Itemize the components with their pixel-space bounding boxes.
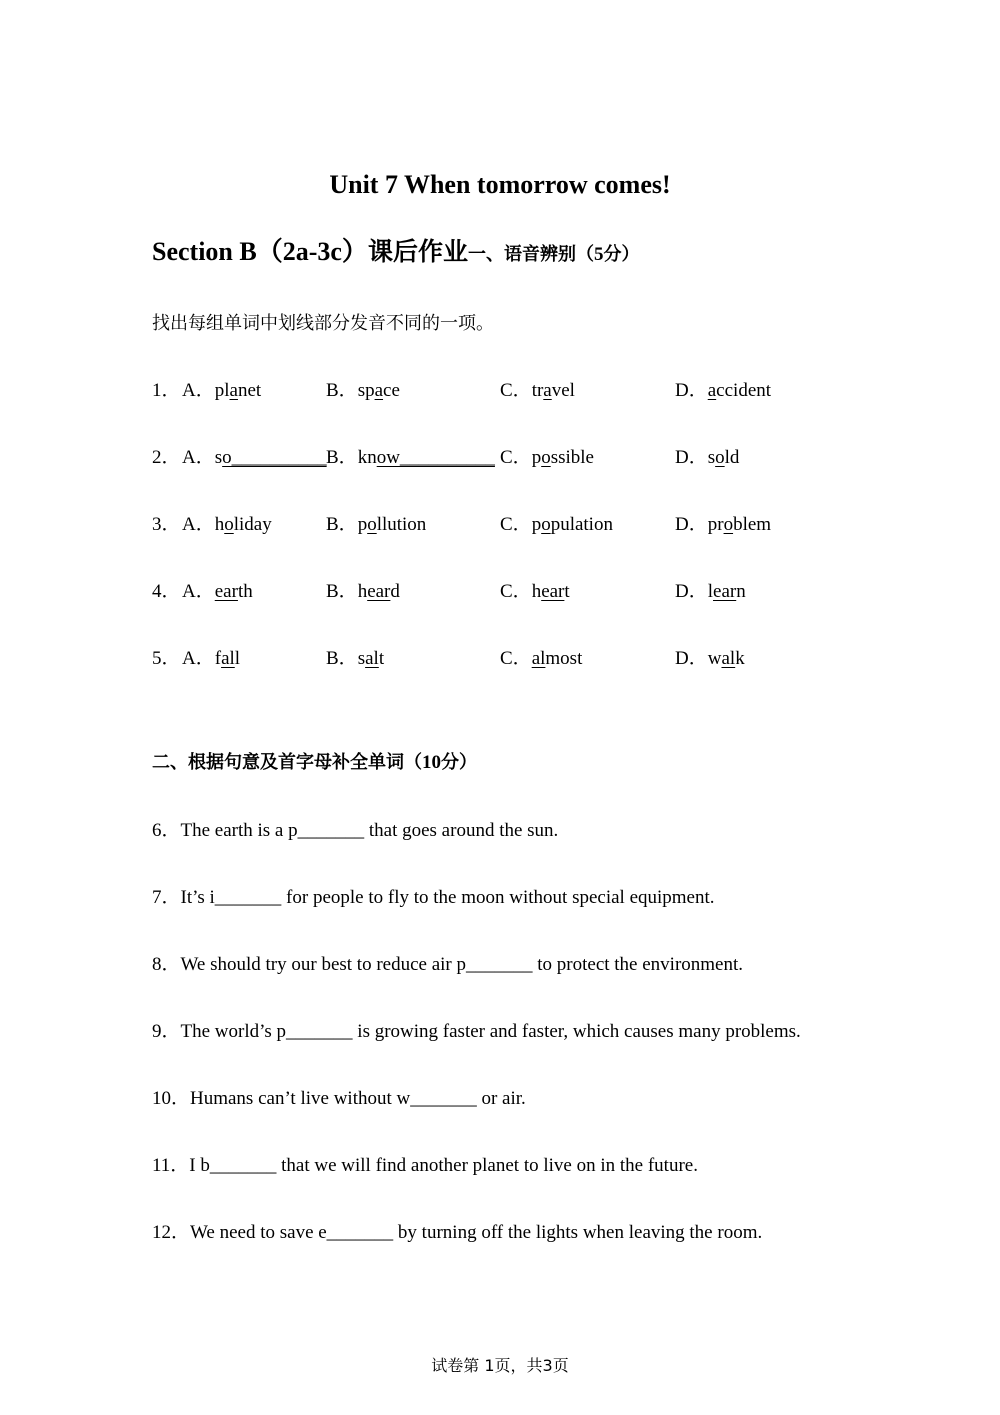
option-b: B．know__________ xyxy=(326,447,495,468)
part-one-heading: 一、语音辨别（5分） xyxy=(467,244,640,265)
section-heading xyxy=(152,234,639,273)
question-number: 4． xyxy=(152,581,181,602)
question-number: 2． xyxy=(152,447,181,468)
fill-blank-question: 7．It’s i_______ for people to fly to the moon without special equipment. xyxy=(152,887,715,908)
page-footer: 试卷第 1页，共3页 xyxy=(431,1356,569,1375)
option-d: D．accident xyxy=(675,380,772,401)
option-c: C．travel xyxy=(500,380,575,401)
option-d: D．learn xyxy=(675,581,746,602)
phonetics-question xyxy=(152,644,872,674)
option-a: A．planet xyxy=(182,380,262,401)
fill-blank-question: 10．Humans can’t live without w_______ or air. xyxy=(152,1088,526,1109)
phonetics-question xyxy=(152,510,872,540)
option-b: B．space xyxy=(326,380,400,401)
fill-blank-question: 9．The world’s p_______ is growing faster and faster, which causes many problems. xyxy=(152,1021,801,1042)
option-d: D．problem xyxy=(675,514,772,535)
option-c: C．possible xyxy=(500,447,594,468)
option-d: D．walk xyxy=(675,648,745,669)
fill-blank-question: 11．I b_______ that we will find another planet to live on in the future. xyxy=(152,1155,698,1176)
option-b: B．pollution xyxy=(326,514,427,535)
question-number: 3． xyxy=(152,514,181,535)
homework-label: 课后作业 xyxy=(367,237,468,266)
option-a: A．holiday xyxy=(182,514,272,535)
option-c: C．almost xyxy=(500,648,583,669)
option-a: A．earth xyxy=(182,581,253,602)
option-d: D．sold xyxy=(675,447,740,468)
option-c: C．population xyxy=(500,514,613,535)
option-b: B．salt xyxy=(326,648,385,669)
fill-blank-question: 12．We need to save e_______ by turning off the lights when leaving the room. xyxy=(152,1222,763,1243)
question-number: 5． xyxy=(152,648,181,669)
question-number: 1． xyxy=(152,380,181,401)
instruction-text: 找出每组单词中划线部分发音不同的一项。 xyxy=(152,313,494,334)
section-label: Section B（2a-3c） xyxy=(152,237,368,266)
option-b: B．heard xyxy=(326,581,400,602)
option-a: A．so__________ xyxy=(182,447,327,468)
phonetics-question xyxy=(152,577,872,607)
page-title: Unit 7 When tomorrow comes! xyxy=(329,170,671,199)
phonetics-question xyxy=(152,443,872,473)
part-two-heading: 二、根据句意及首字母补全单词（10分） xyxy=(152,752,477,773)
fill-blank-question: 6．The earth is a p_______ that goes around the sun. xyxy=(152,820,559,841)
option-c: C．heart xyxy=(500,581,570,602)
phonetics-question xyxy=(152,376,872,406)
fill-blank-question: 8．We should try our best to reduce air p_______ to protect the environment. xyxy=(152,954,744,975)
option-a: A．fall xyxy=(182,648,241,669)
